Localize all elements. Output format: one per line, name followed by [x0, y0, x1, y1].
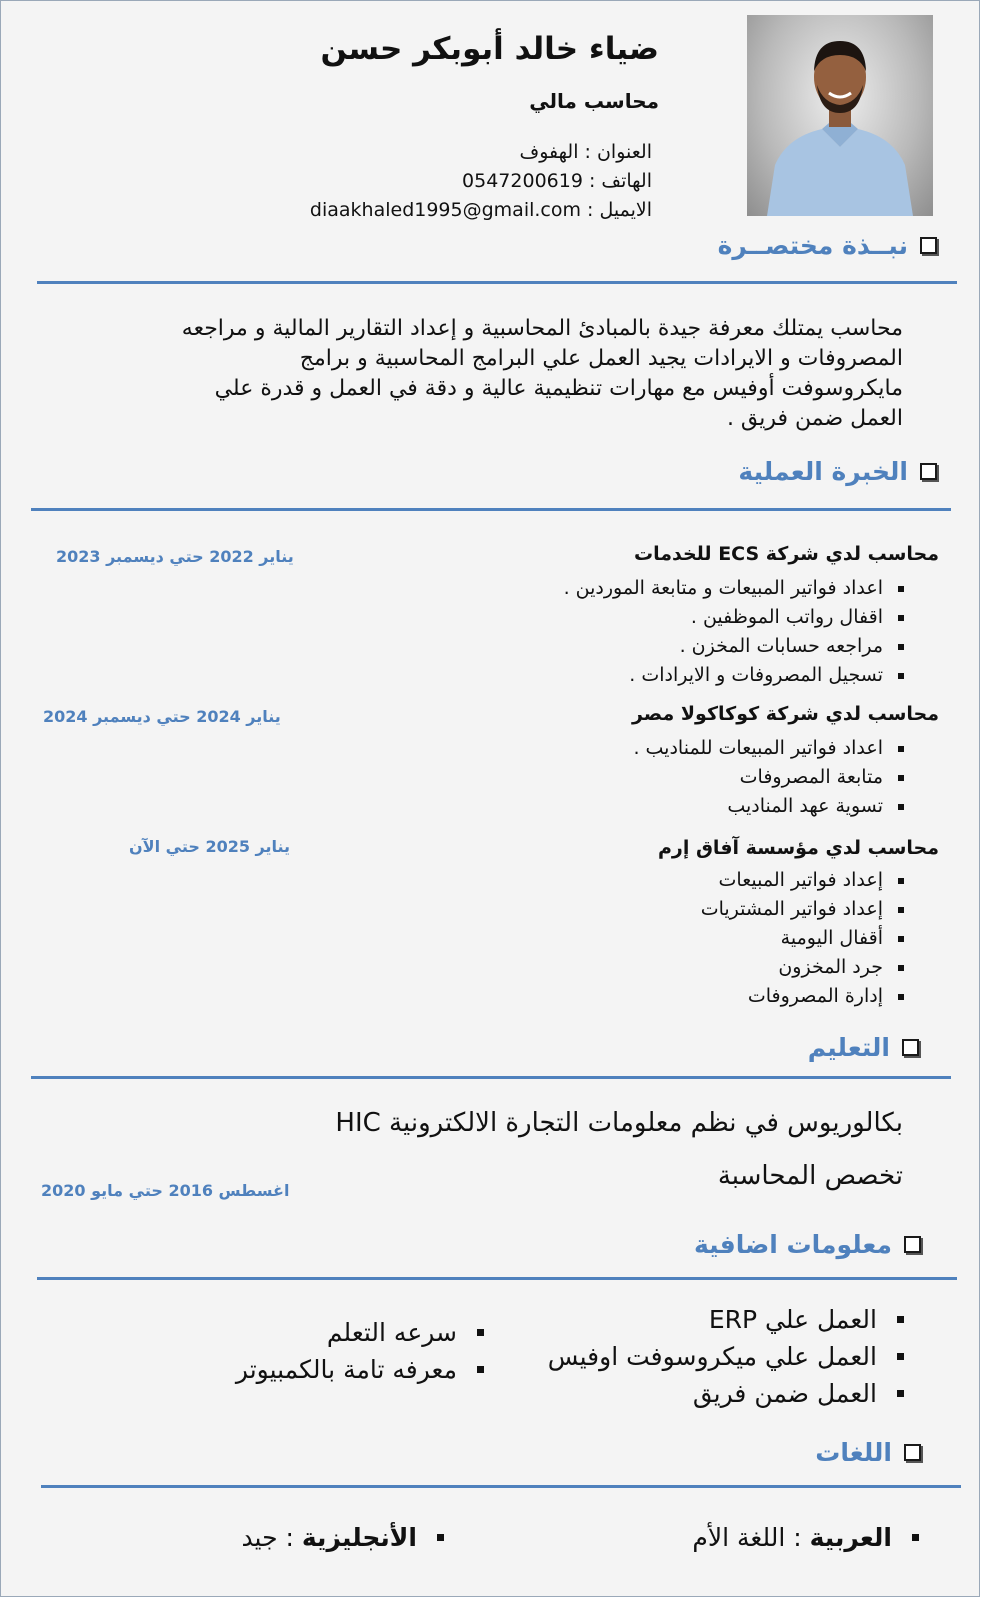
email-link[interactable]: diaakhaled1995@gmail.com: [309, 199, 581, 221]
education-date: اغسطس 2016 حتي مايو 2020: [41, 1181, 290, 1200]
list-item: معرفه تامة بالكمبيوتر: [236, 1351, 489, 1388]
language-level: : جيد: [241, 1523, 294, 1552]
list-item: العمل علي ميكروسوفت اوفيس: [548, 1338, 909, 1375]
section-summary-heading: [718, 231, 937, 260]
section-experience-heading: [738, 457, 937, 486]
section-experience-title: الخبرة العملية: [738, 457, 908, 486]
language-name: الأنجليزية: [301, 1523, 417, 1552]
section-languages-rule: [41, 1485, 961, 1488]
job-date: يناير 2022 حتي ديسمبر 2023: [56, 547, 294, 566]
list-item: اعداد فواتير المبيعات و متابعة الموردين .: [564, 574, 909, 603]
checkbox-square-icon: [904, 1444, 921, 1461]
profile-photo: [747, 15, 933, 216]
job-title: محاسب لدي مؤسسة آفاق إرم: [657, 837, 939, 859]
section-additional-title: معلومات اضافية: [693, 1230, 892, 1259]
job-date: يناير 2024 حتي ديسمبر 2024: [43, 707, 281, 726]
language-item-english: [241, 1519, 449, 1556]
checkbox-square-icon: [920, 463, 937, 480]
list-item: سرعه التعلم: [236, 1314, 489, 1351]
list-item: متابعة المصروفات: [633, 763, 909, 792]
list-item: تسجيل المصروفات و الايرادات .: [564, 661, 909, 690]
section-languages-heading: [815, 1438, 921, 1467]
list-item: تسوية عهد المناديب: [633, 792, 909, 821]
list-item: اقفال رواتب الموظفين .: [564, 603, 909, 632]
list-item: أقفال اليومية: [701, 924, 909, 953]
section-education-heading: [808, 1033, 919, 1062]
candidate-name: ضياء خالد أبوبكر حسن: [320, 31, 659, 67]
language-level: : اللغة الأم: [692, 1523, 802, 1552]
checkbox-square-icon: [904, 1236, 921, 1253]
education-degree: بكالوريوس في نظم معلومات التجارة الالكترونية HIC: [335, 1108, 903, 1138]
education-major: تخصص المحاسبة: [717, 1161, 903, 1191]
list-item: إعداد فواتير المبيعات: [701, 866, 909, 895]
list-item: إعداد فواتير المشتريات: [701, 895, 909, 924]
section-additional-heading: [694, 1230, 921, 1259]
job-tasks-list: [701, 866, 909, 1011]
list-item: جرد المخزون: [701, 953, 909, 982]
job-tasks-list: [564, 574, 909, 690]
section-summary-rule: [37, 281, 957, 284]
job-date: يناير 2025 حتي الآن: [129, 837, 291, 856]
list-item: اعداد فواتير المبيعات للمناديب .: [633, 734, 909, 763]
list-item: [692, 1519, 924, 1556]
section-education-rule: [31, 1076, 951, 1079]
list-item: العمل علي ERP: [548, 1301, 909, 1338]
language-item-arabic: [692, 1519, 924, 1556]
job-tasks-list: [633, 734, 909, 821]
list-item: [241, 1519, 449, 1556]
email-label: الايميل :: [587, 199, 652, 221]
list-item: إدارة المصروفات: [701, 982, 909, 1011]
section-summary-title: نبــذة مختصــرة: [717, 231, 908, 260]
additional-skills-list-left: [236, 1314, 489, 1388]
address-line: العنوان : الهفوف: [519, 141, 652, 163]
section-languages-title: اللغات: [815, 1438, 892, 1467]
additional-skills-list-right: [548, 1301, 909, 1412]
section-experience-rule: [31, 508, 951, 511]
summary-text: محاسب يمتلك معرفة جيدة بالمبادئ المحاسبية و إعداد التقارير المالية و مراجعه المصروفات و الايرادات يجيد العمل علي البرامج المحاسبية و برامج مايكروسوفت أوفيس مع مهارات تنظيمية عالية و دقة في العمل و قدرة علي العمل ضمن فريق .: [181, 316, 903, 431]
list-item: العمل ضمن فريق: [548, 1375, 909, 1412]
job-title: محاسب لدي شركة ECS للخدمات: [634, 543, 939, 565]
language-name: العربية: [809, 1523, 892, 1552]
email-line: [310, 199, 652, 221]
checkbox-square-icon: [920, 237, 937, 254]
list-item: مراجعه حسابات المخزن .: [564, 632, 909, 661]
phone-line: الهاتف : 0547200619: [462, 170, 652, 192]
section-education-title: التعليم: [807, 1033, 890, 1062]
job-title: محاسب لدي شركة كوكاكولا مصر: [631, 703, 939, 725]
section-additional-rule: [37, 1277, 957, 1280]
candidate-job-title: محاسب مالي: [529, 89, 659, 113]
person-photo-icon: [747, 15, 933, 216]
checkbox-square-icon: [902, 1039, 919, 1056]
